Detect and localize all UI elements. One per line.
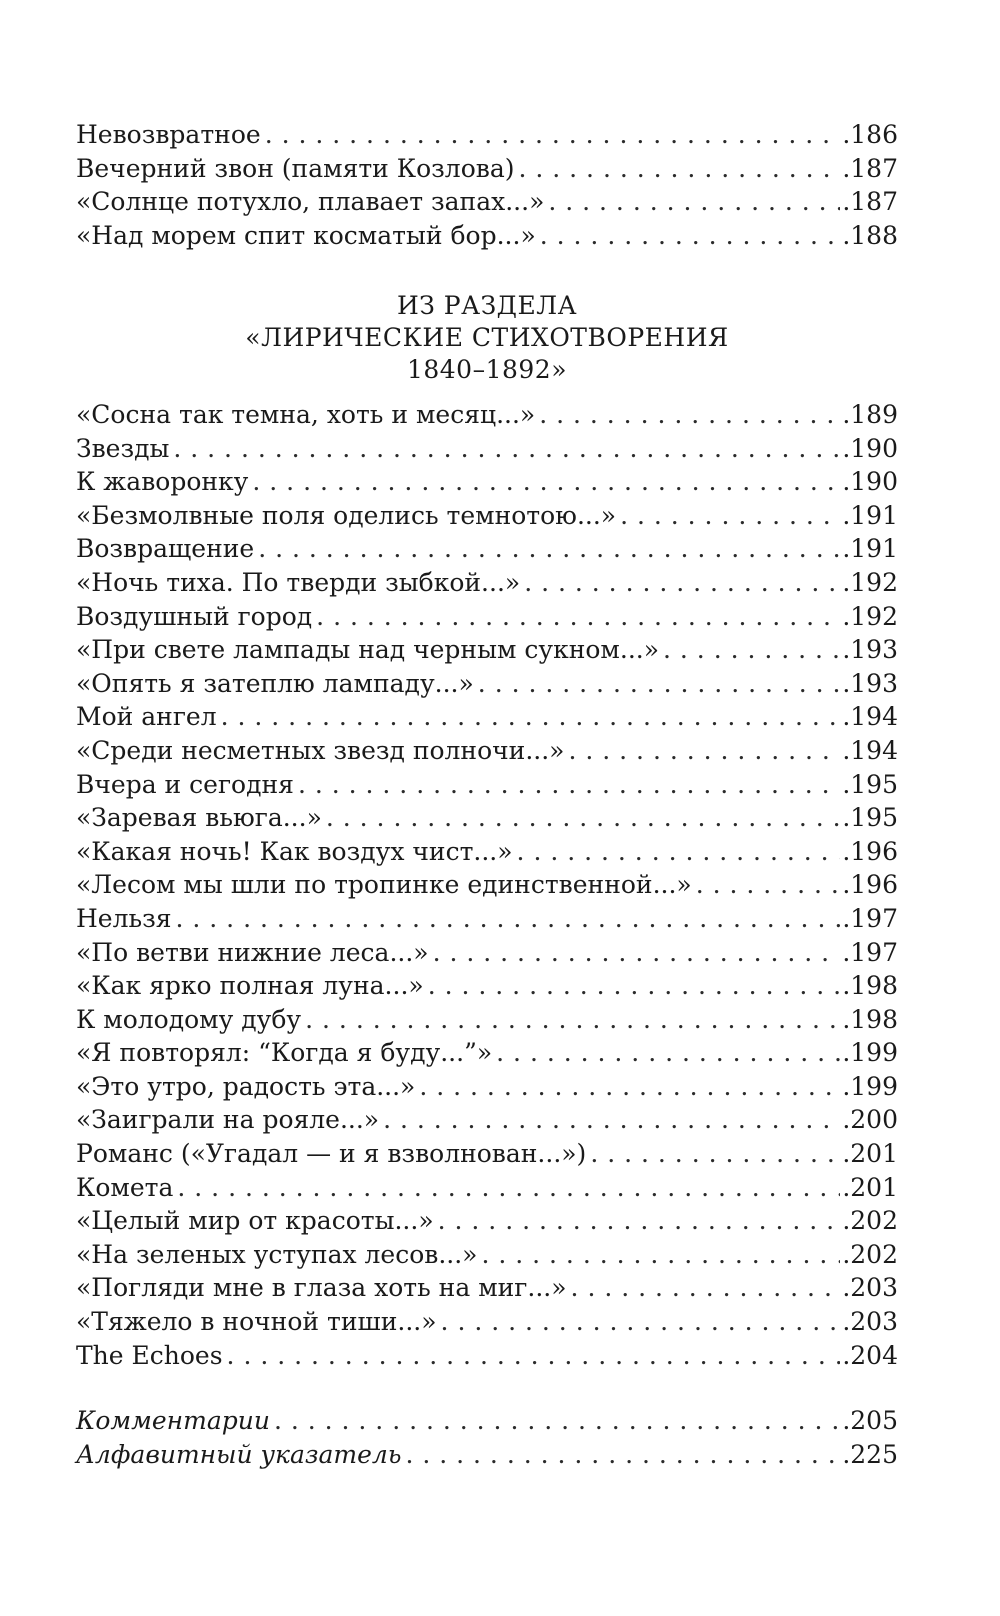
toc-entry: [76, 768, 898, 802]
toc-entry: [76, 801, 898, 835]
entry-page: .198: [842, 971, 898, 1001]
toc-entry: [76, 185, 898, 219]
leader-dots: [481, 1238, 840, 1272]
leader-dots: [326, 801, 840, 835]
entry-page: .195: [842, 803, 898, 833]
entry-title: К жаворонку: [76, 467, 249, 497]
toc-entry: [76, 499, 898, 533]
entry-title: Невозвратное: [76, 120, 261, 149]
leader-dots: [433, 936, 841, 970]
entry-title: «Целый мир от красоты...»: [76, 1206, 434, 1236]
leader-dots: [265, 118, 841, 152]
toc-entry: [76, 1238, 898, 1272]
toc-top-list: [76, 118, 898, 252]
toc-entry: [76, 432, 898, 466]
entry-title: «Заревая вьюга...»: [76, 803, 322, 833]
entry-title: «По ветви нижние леса...»: [76, 937, 429, 967]
toc-entry: [76, 1003, 898, 1037]
entry-page: .194: [842, 735, 898, 765]
entry-title: Мой ангел: [76, 702, 217, 732]
leader-dots: [540, 219, 841, 253]
entry-title: Нельзя: [76, 903, 172, 933]
leader-dots: [305, 1003, 840, 1037]
leader-dots: [663, 633, 840, 667]
leader-dots: [221, 700, 841, 734]
leader-dots: [227, 1339, 841, 1373]
leader-dots: [176, 902, 841, 936]
entry-page: .203: [842, 1307, 898, 1337]
entry-page: .204: [842, 1340, 898, 1370]
entry-title: «Ночь тиха. По тверди зыбкой...»: [76, 567, 521, 597]
section-heading-line1: ИЗ РАЗДЕЛА: [396, 291, 578, 320]
leader-dots: [539, 398, 840, 432]
entry-title: Звезды: [76, 433, 170, 463]
entry-page: .197: [842, 903, 898, 933]
toc-entry: [76, 219, 898, 253]
entry-title: «Как ярко полная луна...»: [76, 971, 424, 1001]
leader-dots: [177, 1171, 840, 1205]
entry-page: .196: [842, 870, 898, 900]
entry-page: .203: [842, 1273, 898, 1303]
entry-page: .205: [842, 1406, 898, 1435]
entry-page: .187: [842, 187, 898, 217]
leader-dots: [298, 768, 840, 802]
toc-entry: [76, 532, 898, 566]
entry-title: «На зеленых уступах лесов...»: [76, 1239, 478, 1269]
entry-page: .194: [842, 702, 898, 732]
toc-entry: [76, 1171, 898, 1205]
leader-dots: [258, 532, 840, 566]
toc-entry: [76, 398, 898, 432]
leader-dots: [173, 432, 840, 466]
leader-dots: [496, 1036, 840, 1070]
entry-title: Алфавитный указатель: [76, 1439, 402, 1469]
leader-dots: [620, 499, 840, 533]
entry-title: Возвращение: [76, 534, 255, 564]
toc-entry: [76, 600, 898, 634]
entry-page: .188: [842, 220, 898, 250]
toc-main-list: [76, 398, 898, 1372]
entry-page: .202: [842, 1206, 898, 1236]
entry-title: «Тяжело в ночной тиши...»: [76, 1307, 437, 1337]
entry-title: Воздушный город: [76, 601, 313, 631]
entry-title: «Я повторял: “Когда я буду...”»: [76, 1038, 493, 1068]
toc-entry: [76, 1271, 898, 1305]
toc-entry: [76, 1070, 898, 1104]
entry-title: «Солнце потухло, плавает запах...»: [76, 187, 545, 217]
entry-title: «Среди несметных звезд полночи...»: [76, 735, 565, 765]
leader-dots: [419, 1070, 840, 1104]
entry-page: .199: [842, 1071, 898, 1101]
entry-title: К молодому дубу: [76, 1004, 302, 1034]
leader-dots: [383, 1103, 840, 1137]
leader-dots: [252, 465, 840, 499]
toc-entry-index: [76, 1438, 898, 1472]
toc-entry: [76, 667, 898, 701]
leader-dots: [548, 185, 840, 219]
toc-entry-commentary: [76, 1404, 898, 1438]
entry-title: «Безмолвные поля оделись темнотою...»: [76, 500, 617, 530]
entry-page: .190: [842, 433, 898, 463]
leader-dots: [524, 566, 840, 600]
entry-title: «Лесом мы шли по тропинке единственной...»: [76, 870, 692, 900]
entry-title: Комета: [76, 1172, 174, 1202]
leader-dots: [441, 1305, 841, 1339]
toc-entry: [76, 152, 898, 186]
entry-page: .198: [842, 1004, 898, 1034]
entry-title: «Это утро, радость эта...»: [76, 1071, 416, 1101]
entry-page: .201: [842, 1172, 898, 1202]
entry-title: «Какая ночь! Как воздух чист...»: [76, 836, 513, 866]
entry-page: .200: [842, 1105, 898, 1135]
toc-entry: [76, 835, 898, 869]
entry-page: .201: [842, 1139, 898, 1169]
entry-page: .225: [842, 1439, 898, 1469]
section-heading-line2: «ЛИРИЧЕСКИЕ СТИХОТВОРЕНИЯ: [245, 323, 729, 352]
entry-page: .191: [842, 500, 898, 530]
leader-dots: [568, 734, 840, 768]
toc-entry: [76, 902, 898, 936]
leader-dots: [405, 1438, 840, 1472]
entry-title: Вечерний звон (памяти Козлова): [76, 153, 515, 183]
leader-dots: [428, 969, 841, 1003]
entry-title: «Над морем спит косматый бор...»: [76, 220, 536, 250]
entry-page: .193: [842, 635, 898, 665]
entry-page: .196: [842, 836, 898, 866]
leader-dots: [316, 600, 840, 634]
toc-entry: [76, 1137, 898, 1171]
entry-title: «Погляди мне в глаза хоть на миг...»: [76, 1273, 567, 1303]
toc-entry: [76, 566, 898, 600]
leader-dots: [518, 152, 840, 186]
toc-entry: [76, 633, 898, 667]
entry-page: .199: [842, 1038, 898, 1068]
entry-title: «Опять я затеплю лампаду...»: [76, 668, 474, 698]
entry-page: .191: [842, 534, 898, 564]
entry-title: «Сосна так темна, хоть и месяц...»: [76, 400, 536, 429]
toc-entry: [76, 1204, 898, 1238]
leader-dots: [478, 667, 841, 701]
toc-entry: [76, 1305, 898, 1339]
toc-entry: [76, 700, 898, 734]
leader-dots: [696, 868, 841, 902]
entry-page: .192: [842, 567, 898, 597]
entry-page: .186: [842, 120, 898, 149]
leader-dots: [590, 1137, 840, 1171]
entry-page: .187: [842, 153, 898, 183]
entry-title: The Echoes: [76, 1340, 223, 1370]
toc-entry: [76, 868, 898, 902]
leader-dots: [438, 1204, 841, 1238]
entry-page: .197: [842, 937, 898, 967]
entry-page: .192: [842, 601, 898, 631]
entry-title: Комментарии: [76, 1406, 270, 1435]
toc-entry: [76, 1036, 898, 1070]
leader-dots: [517, 835, 841, 869]
toc-entry: [76, 465, 898, 499]
toc-entry: [76, 1339, 898, 1373]
entry-title: Вчера и сегодня: [76, 769, 294, 799]
entry-title: Романс («Угадал — и я взволнован...»): [76, 1139, 587, 1169]
leader-dots: [274, 1404, 840, 1438]
entry-page: .190: [842, 467, 898, 497]
entry-title: «Заиграли на рояле...»: [76, 1105, 380, 1135]
toc-entry: [76, 118, 898, 152]
entry-title: «При свете лампады над черным сукном...»: [76, 635, 660, 665]
section-heading-line3: 1840–1892»: [406, 355, 568, 384]
entry-page: .195: [842, 769, 898, 799]
entry-page: .193: [842, 668, 898, 698]
entry-page: .189: [842, 400, 898, 429]
toc-entry: [76, 969, 898, 1003]
toc-entry: [76, 936, 898, 970]
entry-page: .202: [842, 1239, 898, 1269]
section-heading: [76, 290, 898, 386]
toc-end-list: [76, 1404, 898, 1471]
toc-entry: [76, 1103, 898, 1137]
toc-entry: [76, 734, 898, 768]
leader-dots: [571, 1271, 841, 1305]
